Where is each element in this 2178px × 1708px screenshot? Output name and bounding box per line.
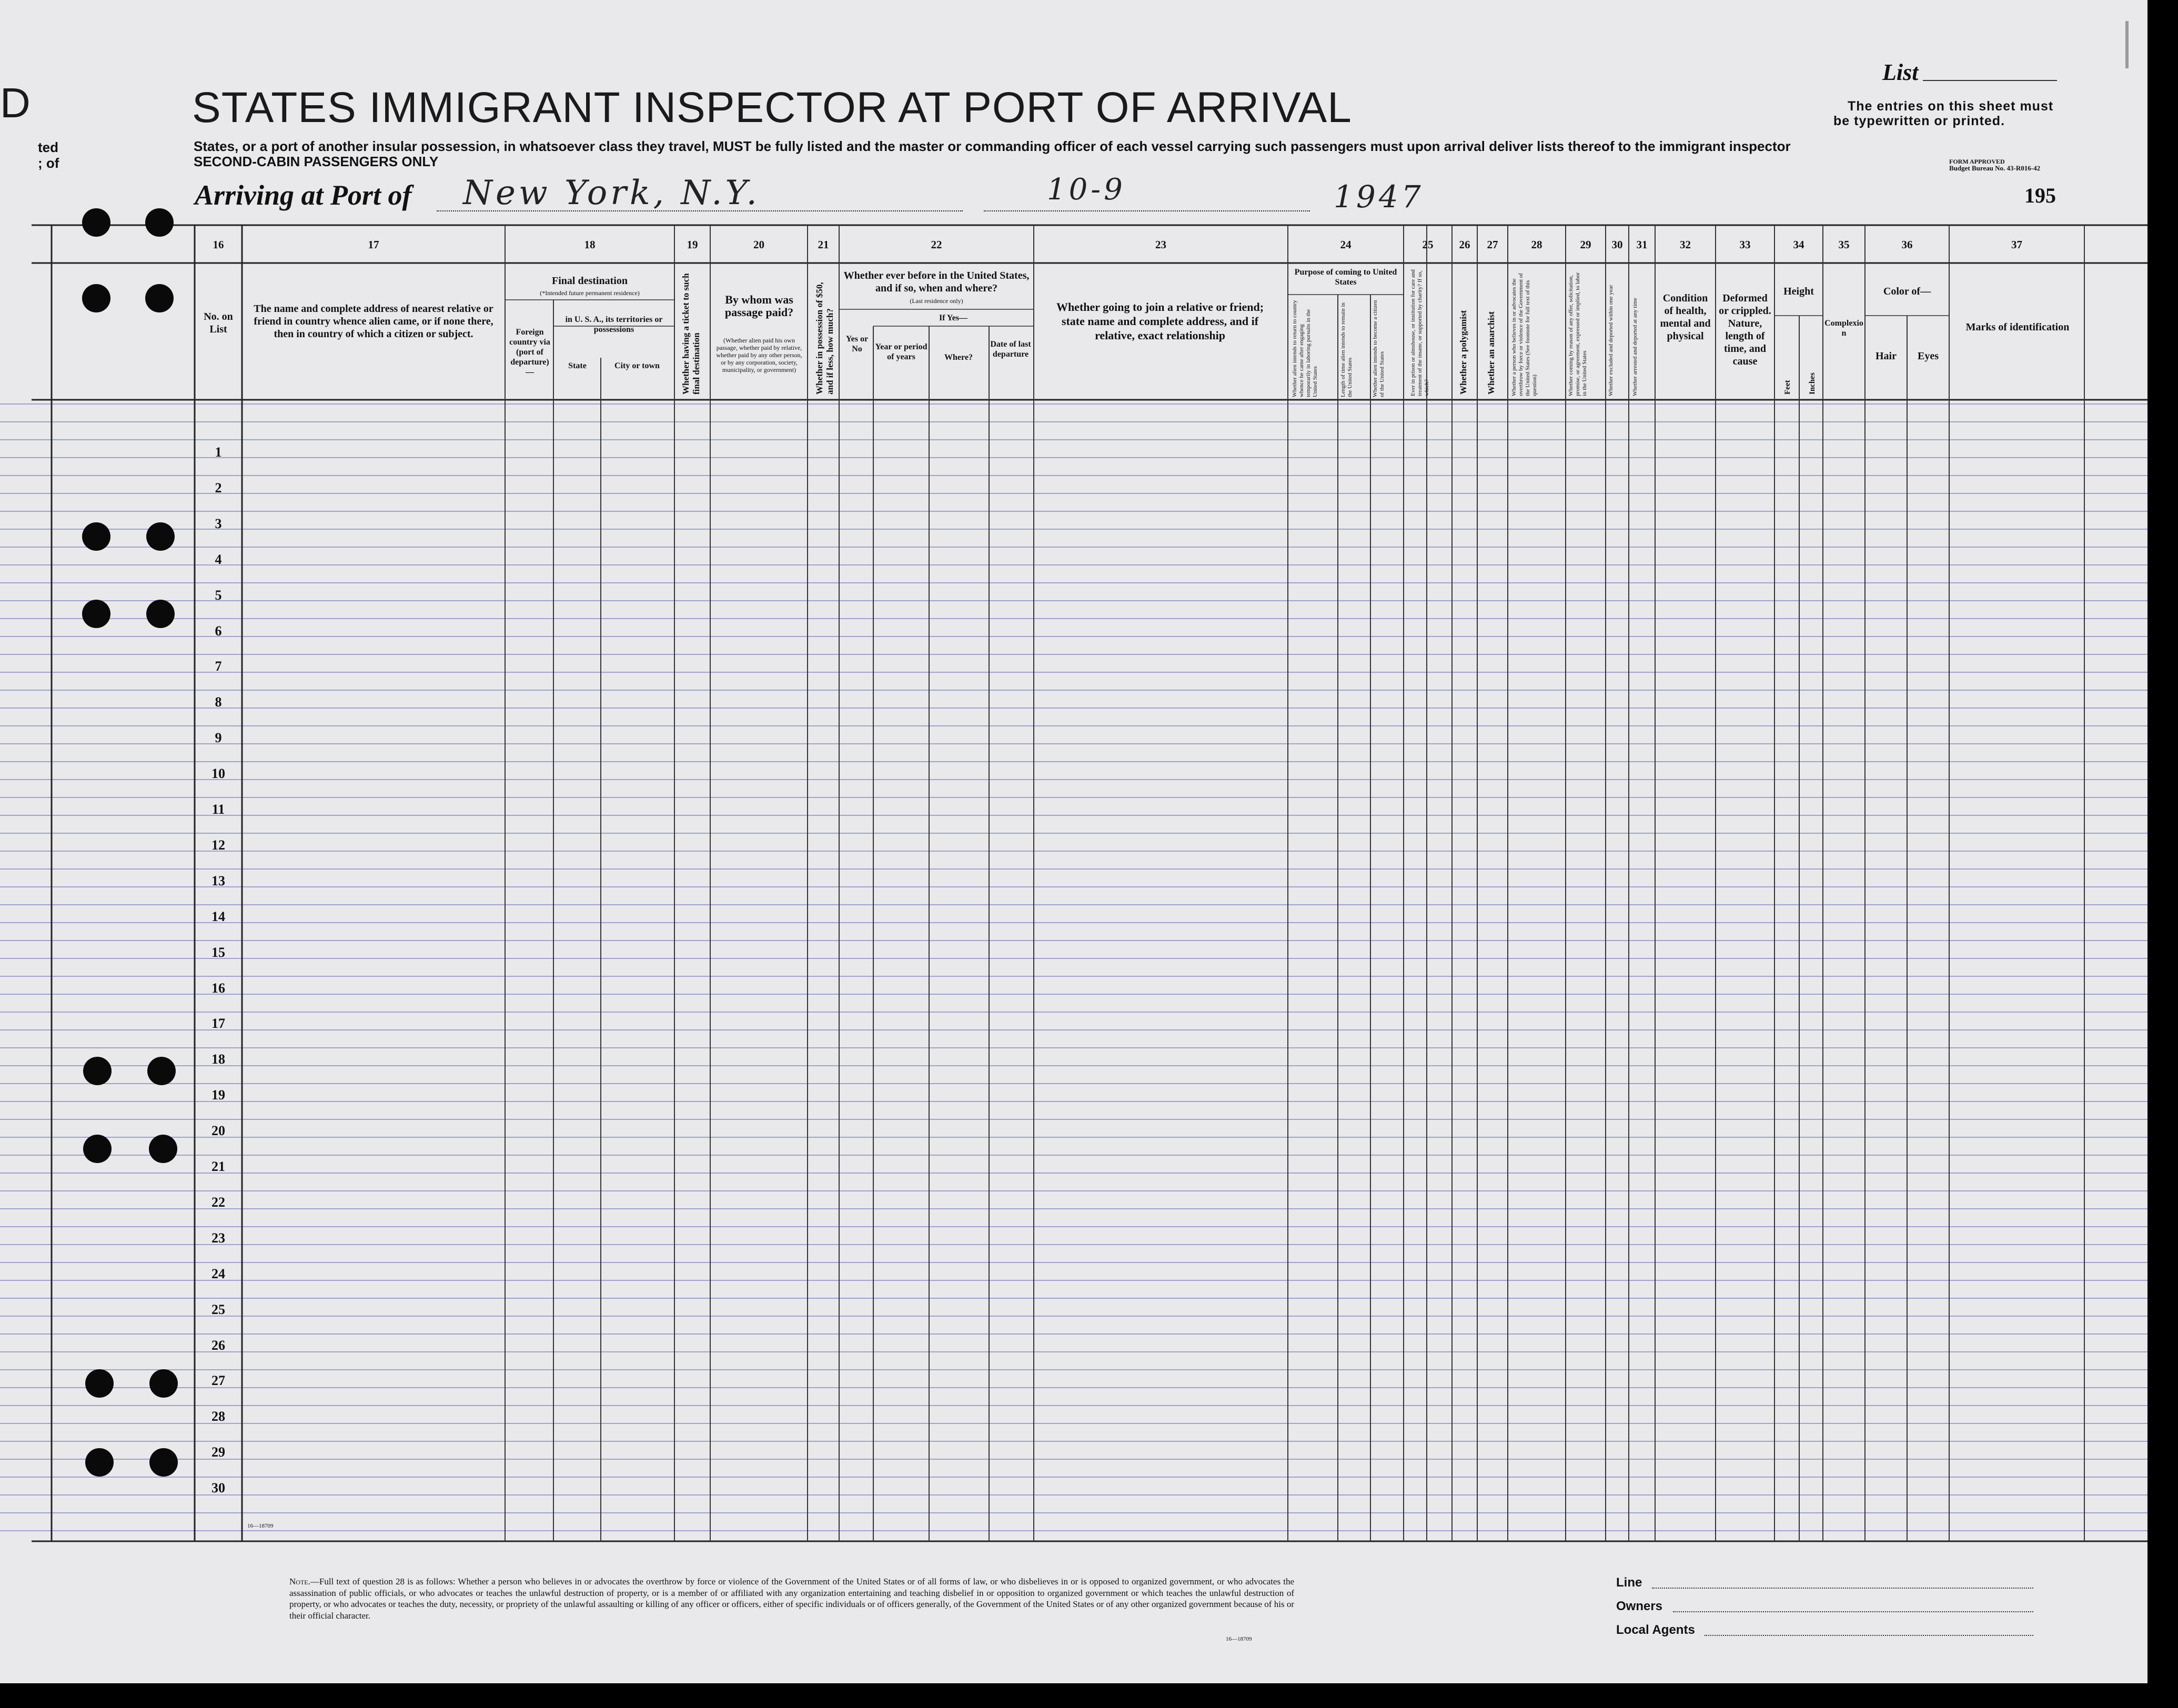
punch-hole [146,522,175,551]
col-num-31: 31 [1636,238,1648,251]
punch-hole [85,1448,114,1477]
left-fragment-line-2: ; of [38,155,59,171]
col-heading-29: Whether coming by reason of any offer, solicitation, promise, or agreement, expressed or implied, to labor in the United States [1568,272,1588,396]
budget-bureau: Budget Bureau No. 43-R016-42 [1949,164,2041,172]
punch-hole [85,1369,114,1398]
col-heading-18-state: State [568,361,587,370]
col-heading-34: Height [1783,286,1814,297]
col-heading-22-ifyes: If Yes— [939,314,968,322]
row-number: 4 [215,551,222,567]
col-heading-35: Complexion [1824,319,1863,338]
class-line: SECOND-CABIN PASSENGERS ONLY [194,154,439,169]
col-heading-36-hair: Hair [1875,350,1897,362]
col-num-18: 18 [584,238,596,251]
col-num-25: 25 [1422,238,1434,251]
punch-hole [149,1135,177,1163]
col-heading-34-inches: Inches [1808,372,1817,395]
typewritten-note-2: be typewritten or printed. [1833,114,2005,128]
punch-hole [82,284,110,312]
owners-field [1673,1611,2033,1612]
col-num-33: 33 [1739,238,1751,251]
owners-label: Owners [1616,1599,1663,1613]
col-num-37: 37 [2011,238,2022,251]
col-heading-31: Whether arrested and deported at any time [1632,298,1638,396]
form-approved: FORM APPROVED [1949,158,2005,165]
typewritten-note-1: The entries on this sheet must [1848,99,2054,114]
row-number: 3 [215,516,222,531]
row-number: 29 [211,1444,225,1460]
col-heading-18-foreign: Foreign country via (port of departure)— [509,328,550,377]
row-number: 19 [211,1087,225,1103]
form-code: 16—18709 [247,1523,274,1529]
row-number: 28 [211,1409,225,1424]
col-heading-18-city: City or town [614,361,660,370]
col-heading-27: Whether an anarchist [1486,311,1496,395]
col-num-23: 23 [1155,238,1166,251]
row-number: 2 [215,480,222,496]
col-heading-32: Condition of health, mental and physical [1660,292,1711,342]
col-heading-24: Purpose of coming to United States [1294,268,1397,287]
col-heading-30: Whether excluded and deported within one year [1608,285,1614,396]
punch-hole [145,284,174,312]
col-num-17: 17 [368,238,379,251]
punch-hole [149,1448,178,1477]
col-heading-33: Deformed or crippled. Nature, length of time, and cause [1719,292,1771,367]
col-num-22: 22 [931,238,942,251]
col-num-35: 35 [1838,238,1850,251]
port-value: New York, N.Y. [463,174,760,213]
col-num-27: 27 [1487,238,1498,251]
col-num-21: 21 [818,238,829,251]
row-number: 22 [211,1194,225,1210]
punch-hole [82,600,110,628]
col-num-32: 32 [1680,238,1691,251]
row-number: 26 [211,1337,225,1353]
row-number: 7 [215,659,222,674]
line-label: Line [1616,1575,1642,1590]
col-heading-22-date: Date of last departure [990,340,1031,359]
row-number: 15 [211,944,225,960]
punch-hole [146,600,175,628]
row-number: 20 [211,1123,225,1139]
col-heading-22-note: (Last residence only) [910,297,963,305]
instruction-line: States, or a port of another insular possession, in whatsoever class they travel, MUST be fully listed and the master or commanding officer of each vessel carrying such passengers must upon arrival deliver lists thereof to the immigrant inspector [194,138,1791,154]
list-label: List [1882,59,1919,85]
punch-hole [82,208,110,237]
col-heading-34-feet: Feet [1783,380,1792,395]
col-num-19: 19 [687,238,698,251]
col-heading-24-return: Whether alien intends to return to country whence he came after engaging temporarily in laboring pursuits in the United States [1292,300,1318,397]
col-num-26: 26 [1459,238,1470,251]
edge-mark [2125,21,2129,68]
footnote-label: Note. [289,1576,310,1586]
col-heading-22-yesno: Yes or No [845,335,869,353]
row-number: 8 [215,694,222,710]
col-num-16: 16 [213,238,224,251]
col-num-34: 34 [1793,238,1804,251]
local-agents-label: Local Agents [1616,1623,1695,1637]
year-value: 1947 [1334,179,1424,215]
col-heading-20: By whom was passage paid? [724,293,794,319]
row-number: 27 [211,1373,225,1389]
row-number: 24 [211,1266,225,1281]
local-agents-field [1705,1635,2033,1636]
row-number: 18 [211,1052,225,1067]
col-heading-17: The name and complete address of nearest relative or friend in country whence alien came, or if none there, then in country of which a citizen or subject. [254,303,493,340]
col-heading-21: Whether in possession of $50, and if less, how much? [814,282,835,395]
date-value: 10-9 [1047,173,1126,207]
footnote [289,1576,1294,1621]
col-heading-22-year: Year or period of years [875,342,927,361]
row-number: 21 [211,1159,225,1174]
row-number: 23 [211,1230,225,1246]
punch-hole [82,522,110,551]
form-code-2: 16—18709 [1226,1636,1252,1642]
row-number: 5 [215,587,222,603]
col-heading-36-eyes: Eyes [1918,350,1939,362]
col-heading-37: Marks of identification [1965,321,2070,333]
footnote-text: —Full text of question 28 is as follows: Whether a person who believes in or advocates the overthrow by force or violence of the Government of the United States or of all forms of law, or who disbelieves in or is opposed to organized government, or who advocates the assassination of public officials, or who advocates or teaches the unlawful destruction of property, or is a member of or affiliated with any organization entertaining and teaching disbelief in or opposition to organized government or which teaches the unlawful destruction of property, or who advocates or teaches the duty, necessity, or propriety of the unlawful assaulting or killing of any officer or officers, either of specific individuals or of officers generally, of the Government of the United States or of any other organized government because of his or their official character. [289,1576,1294,1621]
row-number: 13 [211,873,225,888]
arriving-label: Arriving at Port of [195,179,412,211]
col-heading-22-where: Where? [944,353,973,362]
row-number: 10 [211,766,225,782]
col-heading-22: Whether ever before in the United States, and if so, when and where? [843,270,1030,294]
col-heading-25: Ever in prison or almshouse, or institution for care and treatment of the insane, or supported by charity? If so, which? [1410,269,1430,396]
col-num-28: 28 [1531,238,1542,251]
col-heading-16: No. on List [204,311,233,335]
col-heading-18: Final destination [552,275,628,287]
col-num-24: 24 [1340,238,1352,251]
punch-hole [147,1057,176,1085]
row-number: 25 [211,1301,225,1317]
row-number: 11 [211,802,225,817]
row-number: 12 [211,837,225,853]
col-heading-36: Color of— [1883,286,1931,297]
left-fragment-line-1: ted [38,139,58,155]
col-num-30: 30 [1611,238,1623,251]
col-heading-18-note: (*Intended future permanent residence) [540,289,640,297]
row-number: 6 [215,623,222,639]
col-num-20: 20 [753,238,764,251]
col-heading-18-usa: in U. S. A., its territories or possessions [565,315,663,334]
punch-hole [145,208,174,237]
col-heading-24-length: Length of time alien intends to remain in the United States [1340,302,1353,397]
col-heading-24-citizen: Whether alien intends to become a citizen of the United States [1372,300,1385,397]
col-heading-28: Whether a person who believes in or advocates the overthrow by force or violence of the Government of the United States (See footnote for full text of this question) [1511,273,1538,396]
col-heading-20-note: (Whether alien paid his own passage, whether paid by relative, whether paid by any other person, or by any corporation, society, municipality, or government) [716,337,802,373]
page-number: 195 [2024,184,2056,207]
row-number: 16 [211,980,225,996]
row-number: 17 [211,1016,225,1032]
left-fragment-title: D [0,79,31,126]
col-heading-23: Whether going to join a relative or friend; state name and complete address, and if relative, exact relationship [1056,300,1264,342]
col-num-29: 29 [1580,238,1591,251]
form-title: STATES IMMIGRANT INSPECTOR AT PORT OF ARRIVAL [192,84,1352,132]
punch-hole [83,1135,112,1163]
row-number: 30 [211,1480,225,1496]
row-number: 14 [211,908,225,924]
punch-hole [149,1369,178,1398]
col-heading-26: Whether a polygamist [1458,310,1468,395]
punch-hole [83,1057,112,1085]
col-num-36: 36 [1901,238,1913,251]
row-number: 9 [215,730,222,746]
row-number: 1 [215,444,222,460]
line-field [1652,1588,2033,1589]
col-heading-19: Whether having a ticket to such final destination [681,273,701,395]
